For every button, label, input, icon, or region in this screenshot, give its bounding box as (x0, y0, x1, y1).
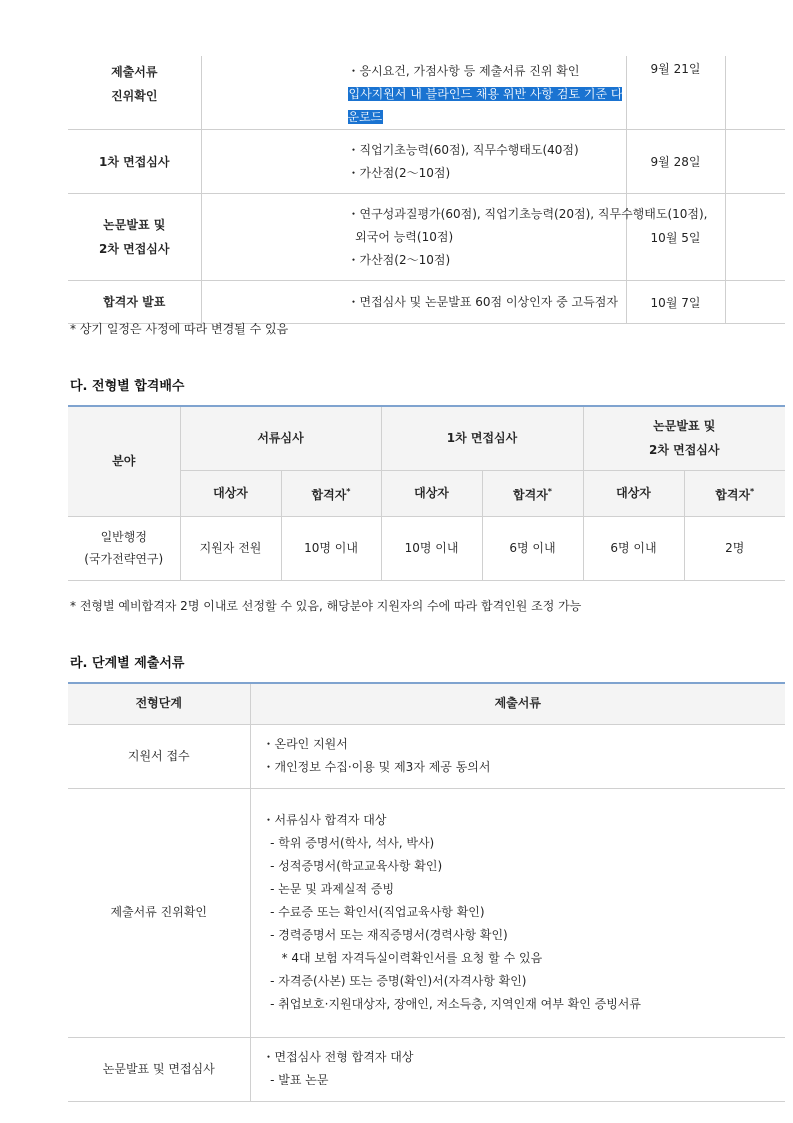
table-row (68, 281, 785, 324)
value-cell: 2명 (684, 516, 785, 580)
docs-column-header: 제출서류 (250, 683, 785, 724)
ratio-heading: 다. 전형별 합격배수 (70, 379, 185, 394)
stage-cell: 논문발표 및 면접심사 (68, 1037, 250, 1101)
value-cell: 6명 이내 (482, 516, 583, 580)
table-row (68, 724, 785, 788)
sub-header: 합격자* (281, 470, 381, 516)
content-cell: ・면접심사 및 논문발표 60점 이상인자 중 고득점자 (201, 281, 626, 324)
table-row (68, 406, 785, 470)
date-cell: 9월 21일 (626, 56, 725, 130)
stage-cell: 제출서류 진위확인 (68, 788, 250, 1037)
docs-heading: 라. 단계별 제출서류 (70, 656, 185, 671)
sub-header: 대상자 (381, 470, 482, 516)
date-cell: 10월 5일 (626, 194, 725, 281)
schedule-note: * 상기 일정은 사정에 따라 변경될 수 있음 (70, 322, 289, 336)
sub-header: 합격자* (684, 470, 785, 516)
sub-header: 대상자 (180, 470, 281, 516)
date-cell: 9월 28일 (626, 130, 725, 194)
table-row (68, 683, 785, 724)
field-header: 분야 (68, 406, 180, 516)
pass-ratio-table (68, 405, 785, 581)
stage-cell: 합격자 발표 (68, 281, 201, 324)
content-cell: ・직업기초능력(60점), 직무수행태도(40점) ・가산점(2～10점) (201, 130, 626, 194)
value-cell: 10명 이내 (281, 516, 381, 580)
schedule-table (68, 56, 785, 324)
group-header: 서류심사 (180, 406, 381, 470)
date-cell: 10월 7일 (626, 281, 725, 324)
value-cell: 10명 이내 (381, 516, 482, 580)
docs-cell: ・서류심사 합격자 대상 - 학위 증명서(학사, 석사, 박사) - 성적증명서(학교교육사항 확인) - 논문 및 과제실적 증빙 - 수료증 또는 확인서(직업교육사항 확인) - 경력증명서 또는 재직증명서(경력사항 확인) * 4대 보험 자격득실이력확인서를 요청 할 수 있음 - 자격증(사본) 또는 증명(확인)서(자격사항 확인) - 취업보호·지원대상자, 장애인, 저소득층, 지역인재 여부 확인 증빙서류 (250, 788, 785, 1037)
stage-cell: 논문발표 및 2차 면접심사 (68, 194, 201, 281)
table-row (68, 130, 785, 194)
table-row (68, 194, 785, 281)
sub-header: 합격자* (482, 470, 583, 516)
table-row (68, 1037, 785, 1101)
value-cell: 6명 이내 (583, 516, 684, 580)
table-row (68, 56, 785, 130)
documents-table (68, 682, 785, 1102)
content-cell: ・연구성과질평가(60점), 직업기초능력(20점), 직무수행태도(10점), 외국어 능력(10점) ・가산점(2～10점) (201, 194, 626, 281)
value-cell: 지원자 전원 (180, 516, 281, 580)
stage-cell: 제출서류 진위확인 (68, 56, 201, 130)
table-row (68, 788, 785, 1037)
field-cell: 일반행정 (국가전략연구) (68, 516, 180, 580)
docs-cell: ・면접심사 전형 합격자 대상 - 발표 논문 (250, 1037, 785, 1101)
blind-hiring-criteria-download-link[interactable]: 입사지원서 내 블라인드 채용 위반 사항 검토 기준 다운로드 (347, 87, 623, 124)
group-header: 논문발표 및 2차 면접심사 (583, 406, 785, 470)
ratio-note: * 전형별 예비합격자 2명 이내로 선정할 수 있음, 해당분야 지원자의 수에 따라 합격인원 조정 가능 (70, 599, 582, 613)
docs-cell: ・온라인 지원서 ・개인정보 수집·이용 및 제3자 제공 동의서 (250, 724, 785, 788)
stage-cell: 1차 면접심사 (68, 130, 201, 194)
group-header: 1차 면접심사 (381, 406, 583, 470)
stage-cell: 지원서 접수 (68, 724, 250, 788)
stage-column-header: 전형단계 (68, 683, 250, 724)
content-cell: ・응시요건, 가점사항 등 제출서류 진위 확인 입사지원서 내 블라인드 채용 위반 사항 검토 기준 다운로드 (201, 56, 626, 130)
table-row (68, 516, 785, 580)
sub-header: 대상자 (583, 470, 684, 516)
